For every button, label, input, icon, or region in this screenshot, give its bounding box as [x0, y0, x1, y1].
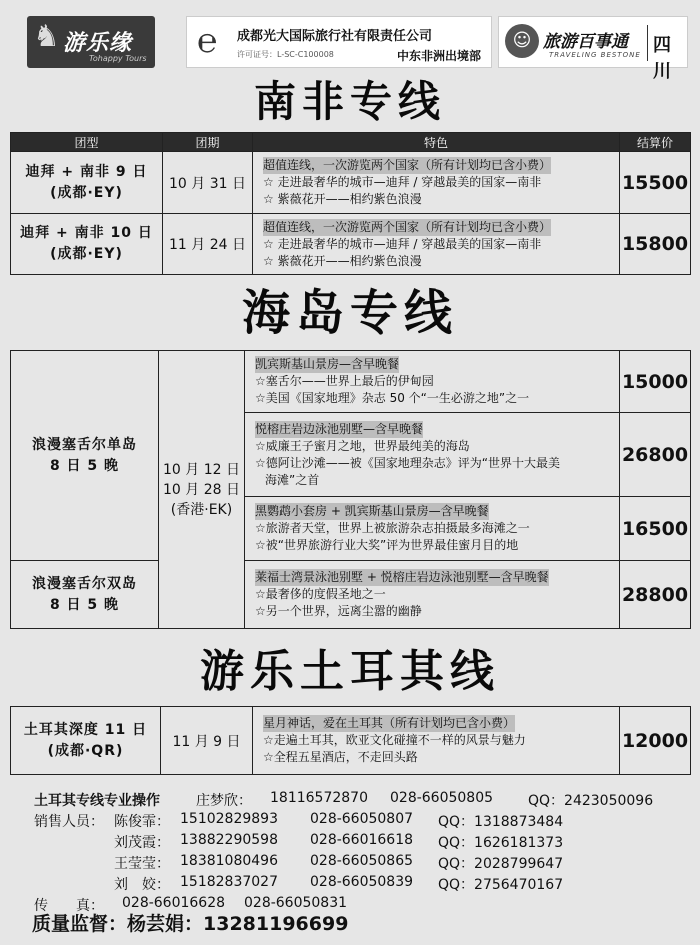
department-name: 中东非洲出境部 [396, 49, 481, 63]
tour-name: 迪拜 + 南非 10 日 (成都·EY) [11, 214, 163, 275]
everbright-logo [186, 16, 492, 68]
south-africa-table [10, 132, 691, 275]
tour-price: 15800 [620, 214, 691, 275]
bestone-logo [498, 16, 688, 82]
tour-price: 15000 [620, 351, 691, 413]
tour-date: 11 月 9 日 [161, 707, 253, 775]
province-label: 四川 [653, 35, 671, 82]
tour-price: 28800 [620, 561, 691, 629]
header [0, 8, 700, 82]
island-table [10, 350, 691, 629]
everbright-mark-icon: ℮ [197, 21, 218, 61]
quality-supervisor: 质量监督：杨芸娟：13281196699 [32, 913, 349, 935]
license-number: 许可证号：L-SC-C100008 [237, 50, 334, 59]
col-group: 团型 [11, 133, 163, 152]
logo-divider [647, 25, 648, 61]
table-header-row [11, 133, 691, 152]
table-row [11, 351, 691, 413]
col-price: 结算价 [620, 133, 691, 152]
horse-icon: ♞ [33, 19, 60, 54]
mascot-icon: ☺ [505, 24, 539, 58]
tour-features: 莱福士湾景泳池别墅 + 悦榕庄岩边泳池别墅—含早晚餐 ☆最奢侈的度假圣地之一 ☆另一个世界，远离尘嚣的幽静 [245, 561, 620, 629]
col-feature: 特色 [253, 133, 620, 152]
youleyuan-logo [27, 16, 155, 68]
tour-features: 凯宾斯基山景房—含早晚餐 ☆塞舌尔——世界上最后的伊甸园 ☆美国《国家地理》杂志 50 个“一生必游之地”之一 [245, 351, 620, 413]
tour-name: 土耳其深度 11 日 (成都·QR) [11, 707, 161, 775]
tour-features: 超值连线，一次游览两个国家（所有计划均已含小费） ☆ 走进最奢华的城市—迪拜 / 穿越最美的国家—南非 ☆ 紫薇花开——相约紫色浪漫 [253, 214, 620, 275]
tour-name: 迪拜 + 南非 9 日 (成都·EY) [11, 152, 163, 214]
island-title: 海岛专线 [241, 285, 458, 341]
table-row [11, 561, 691, 629]
bestone-brand-en: TRAVELING BESTONE [549, 51, 641, 59]
island-dates: 10 月 12 日 10 月 28 日 (香港·EK) [159, 351, 245, 629]
bestone-brand: 旅游百事通 [543, 32, 628, 52]
col-date: 团期 [163, 133, 253, 152]
tour-features: 超值连线，一次游览两个国家（所有计划均已含小费） ☆ 走进最奢华的城市—迪拜 / 穿越最美的国家—南非 ☆ 紫薇花开——相约紫色浪漫 [253, 152, 620, 214]
youleyuan-logo-tagline: Tohappy Tours [89, 54, 147, 63]
table-row [11, 214, 691, 275]
tour-date: 10 月 31 日 [163, 152, 253, 214]
tour-features: 星月神话，爱在土耳其（所有计划均已含小费） ☆走遍土耳其，欧亚文化碰撞不一样的风景与魅力 ☆全程五星酒店，不走回头路 [253, 707, 620, 775]
island-single-name: 浪漫塞舌尔单岛 8 日 5 晚 [11, 351, 159, 561]
table-row [11, 152, 691, 214]
turkey-title: 游乐土耳其线 [200, 646, 500, 697]
turkey-table [10, 706, 691, 775]
island-double-name: 浪漫塞舌尔双岛 8 日 5 晚 [11, 561, 159, 629]
tour-features: 黑鹦鹉小套房 + 凯宾斯基山景房—含早晚餐 ☆旅游者天堂，世界上被旅游杂志拍摄最多海滩之一 ☆被“世界旅游行业大奖”评为世界最佳蜜月目的地 [245, 497, 620, 561]
south-africa-title: 南非专线 [253, 77, 446, 126]
table-row [11, 707, 691, 775]
youleyuan-logo-name: 游乐缘 [63, 31, 133, 56]
tour-date: 11 月 24 日 [163, 214, 253, 275]
tour-price: 16500 [620, 497, 691, 561]
tour-price: 12000 [620, 707, 691, 775]
tour-features: 悦榕庄岩边泳池别墅—含早晚餐 ☆威廉王子蜜月之地，世界最纯美的海岛 ☆德阿让沙滩——被《国家地理杂志》评为“世界十大最美 海滩”之首 [245, 413, 620, 497]
tour-price: 26800 [620, 413, 691, 497]
company-name: 成都光大国际旅行社有限责任公司 [237, 29, 433, 44]
tour-price: 15500 [620, 152, 691, 214]
